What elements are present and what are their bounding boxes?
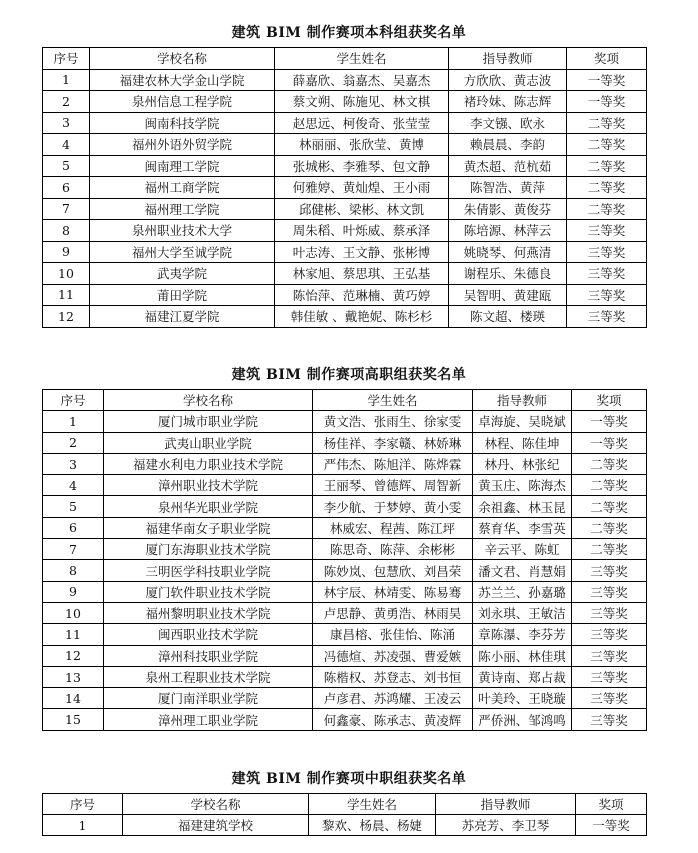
seq-cell: 13 xyxy=(43,666,104,687)
students-cell: 卢思静、黄勇浩、林雨昊 xyxy=(313,602,473,623)
table-row xyxy=(43,69,647,91)
award-cell: 二等奖 xyxy=(572,539,647,560)
award-cell: 三等奖 xyxy=(567,284,647,306)
award-table-secondary xyxy=(42,793,647,836)
award-cell: 二等奖 xyxy=(567,112,647,134)
school-cell: 福建江夏学院 xyxy=(90,306,275,328)
school-cell: 武夷山职业学院 xyxy=(104,432,313,453)
school-cell: 漳州职业技术学院 xyxy=(104,475,313,496)
award-cell: 三等奖 xyxy=(567,306,647,328)
students-cell: 康昌榕、张佳怡、陈涌 xyxy=(313,624,473,645)
students-cell: 陈楷权、苏登志、刘书恒 xyxy=(313,666,473,687)
award-cell: 三等奖 xyxy=(572,645,647,666)
award-cell: 一等奖 xyxy=(572,411,647,432)
advisors-cell: 李文镪、欧永 xyxy=(449,112,567,134)
advisors-cell: 黄玉庄、陈海杰 xyxy=(473,475,572,496)
header-school: 学校名称 xyxy=(104,390,313,411)
students-cell: 林威宏、程茜、陈江坪 xyxy=(313,517,473,538)
seq-cell: 4 xyxy=(43,475,104,496)
seq-cell: 5 xyxy=(43,155,90,177)
header-school: 学校名称 xyxy=(123,794,309,815)
seq-cell: 11 xyxy=(43,624,104,645)
school-cell: 泉州信息工程学院 xyxy=(90,91,275,113)
table-row xyxy=(43,517,647,538)
students-cell: 韩佳敏 、戴艳妮、陈杉杉 xyxy=(275,306,449,328)
seq-cell: 11 xyxy=(43,284,90,306)
school-cell: 福建建筑学校 xyxy=(123,815,309,836)
advisors-cell: 林丹、林张纪 xyxy=(473,453,572,474)
award-cell: 三等奖 xyxy=(572,709,647,730)
students-cell: 赵思远、柯俊奇、张莹莹 xyxy=(275,112,449,134)
table-row xyxy=(43,263,647,285)
award-cell: 二等奖 xyxy=(567,198,647,220)
section-title-vocational: 建筑 BIM 制作赛项高职组获奖名单 xyxy=(231,367,467,383)
header-award: 奖项 xyxy=(576,794,647,815)
students-cell: 黄文浩、张雨生、徐家雯 xyxy=(313,411,473,432)
seq-cell: 5 xyxy=(43,496,104,517)
award-cell: 三等奖 xyxy=(567,263,647,285)
header-seq: 序号 xyxy=(43,794,123,815)
students-cell: 陈妙岚、包慧欣、刘昌荣 xyxy=(313,560,473,581)
seq-cell: 12 xyxy=(43,645,104,666)
table-row xyxy=(43,666,647,687)
advisors-cell: 方欣欣、黄志波 xyxy=(449,69,567,91)
school-cell: 漳州理工职业学院 xyxy=(104,709,313,730)
school-cell: 泉州工程职业技术学院 xyxy=(104,666,313,687)
table-row xyxy=(43,284,647,306)
seq-cell: 14 xyxy=(43,688,104,709)
seq-cell: 1 xyxy=(43,815,123,836)
table-row xyxy=(43,539,647,560)
advisors-cell: 余祖鑫、林玉昆 xyxy=(473,496,572,517)
school-cell: 福州大学至诚学院 xyxy=(90,241,275,263)
school-cell: 福州外语外贸学院 xyxy=(90,134,275,156)
award-cell: 二等奖 xyxy=(567,155,647,177)
table-header-row xyxy=(43,48,647,70)
advisors-cell: 黄杰超、范杭茹 xyxy=(449,155,567,177)
table-row xyxy=(43,496,647,517)
advisors-cell: 陈文超、楼瑛 xyxy=(449,306,567,328)
seq-cell: 7 xyxy=(43,198,90,220)
seq-cell: 15 xyxy=(43,709,104,730)
header-award: 奖项 xyxy=(567,48,647,70)
advisors-cell: 潘文君、肖慧娟 xyxy=(473,560,572,581)
school-cell: 福州工商学院 xyxy=(90,177,275,199)
students-cell: 叶志涛、王文静、张彬博 xyxy=(275,241,449,263)
students-cell: 何雅婷、黄灿煌、王小雨 xyxy=(275,177,449,199)
advisors-cell: 辛云平、陈虹 xyxy=(473,539,572,560)
students-cell: 张城彬、李雅琴、包文静 xyxy=(275,155,449,177)
award-cell: 二等奖 xyxy=(567,177,647,199)
seq-cell: 12 xyxy=(43,306,90,328)
award-cell: 一等奖 xyxy=(567,91,647,113)
school-cell: 厦门东海职业技术学院 xyxy=(104,539,313,560)
table-row xyxy=(43,177,647,199)
school-cell: 厦门软件职业技术学院 xyxy=(104,581,313,602)
section-title-secondary: 建筑 BIM 制作赛项中职组获奖名单 xyxy=(231,771,467,787)
header-seq: 序号 xyxy=(43,48,90,70)
students-cell: 陈思奇、陈萍、余彬彬 xyxy=(313,539,473,560)
table-row xyxy=(43,624,647,645)
advisors-cell: 谢程乐、朱德良 xyxy=(449,263,567,285)
seq-cell: 2 xyxy=(43,91,90,113)
header-school: 学校名称 xyxy=(90,48,275,70)
school-cell: 闽西职业技术学院 xyxy=(104,624,313,645)
students-cell: 王丽琴、曾德辉、周智新 xyxy=(313,475,473,496)
seq-cell: 7 xyxy=(43,539,104,560)
advisors-cell: 陈小丽、林佳琪 xyxy=(473,645,572,666)
advisors-cell: 陈培源、林萍云 xyxy=(449,220,567,242)
advisors-cell: 章陈瀑、李芬芳 xyxy=(473,624,572,645)
advisors-cell: 苏兰兰、孙嘉璐 xyxy=(473,581,572,602)
students-cell: 邱健彬、梁彬、林文凯 xyxy=(275,198,449,220)
students-cell: 薛嘉欣、翁嘉杰、吴嘉杰 xyxy=(275,69,449,91)
school-cell: 泉州职业技术大学 xyxy=(90,220,275,242)
table-row xyxy=(43,432,647,453)
seq-cell: 1 xyxy=(43,69,90,91)
seq-cell: 10 xyxy=(43,602,104,623)
award-cell: 二等奖 xyxy=(572,517,647,538)
header-advisors: 指导教师 xyxy=(473,390,572,411)
award-cell: 二等奖 xyxy=(572,453,647,474)
award-cell: 三等奖 xyxy=(572,666,647,687)
table-row xyxy=(43,241,647,263)
seq-cell: 10 xyxy=(43,263,90,285)
table-row xyxy=(43,709,647,730)
award-table-vocational xyxy=(42,389,647,731)
header-students: 学生姓名 xyxy=(309,794,436,815)
table-row xyxy=(43,815,647,836)
students-cell: 黎欢、杨晨、杨婕 xyxy=(309,815,436,836)
award-cell: 三等奖 xyxy=(572,688,647,709)
seq-cell: 2 xyxy=(43,432,104,453)
table-row xyxy=(43,560,647,581)
header-students: 学生姓名 xyxy=(313,390,473,411)
table-row xyxy=(43,220,647,242)
award-table-undergraduate xyxy=(42,47,647,328)
advisors-cell: 蔡育华、李雪英 xyxy=(473,517,572,538)
school-cell: 泉州华光职业学院 xyxy=(104,496,313,517)
students-cell: 严伟杰、陈旭洋、陈烨霖 xyxy=(313,453,473,474)
advisors-cell: 叶美玲、王晓璇 xyxy=(473,688,572,709)
students-cell: 蔡文朔、陈施见、林文棋 xyxy=(275,91,449,113)
advisors-cell: 卓海旋、吴晓斌 xyxy=(473,411,572,432)
table-row xyxy=(43,581,647,602)
school-cell: 厦门城市职业学院 xyxy=(104,411,313,432)
award-cell: 三等奖 xyxy=(567,220,647,242)
award-cell: 一等奖 xyxy=(567,69,647,91)
table-header-row xyxy=(43,390,647,411)
header-seq: 序号 xyxy=(43,390,104,411)
award-cell: 三等奖 xyxy=(572,602,647,623)
section-title-undergraduate: 建筑 BIM 制作赛项本科组获奖名单 xyxy=(231,25,467,41)
seq-cell: 6 xyxy=(43,517,104,538)
school-cell: 福州理工学院 xyxy=(90,198,275,220)
table-row xyxy=(43,198,647,220)
table-row xyxy=(43,453,647,474)
award-cell: 三等奖 xyxy=(572,624,647,645)
table-row xyxy=(43,411,647,432)
advisors-cell: 吴智明、黄建瓯 xyxy=(449,284,567,306)
award-cell: 二等奖 xyxy=(572,475,647,496)
students-cell: 冯德煊、苏凌强、曹爱嫉 xyxy=(313,645,473,666)
students-cell: 何鑫豪、陈承志、黄凌辉 xyxy=(313,709,473,730)
advisors-cell: 严侨洲、邹鸿鸣 xyxy=(473,709,572,730)
seq-cell: 4 xyxy=(43,134,90,156)
table-header-row xyxy=(43,794,647,815)
table-row xyxy=(43,112,647,134)
advisors-cell: 苏亮芳、李卫琴 xyxy=(436,815,576,836)
advisors-cell: 姚晓琴、何燕清 xyxy=(449,241,567,263)
school-cell: 闽南理工学院 xyxy=(90,155,275,177)
school-cell: 莆田学院 xyxy=(90,284,275,306)
award-cell: 一等奖 xyxy=(572,432,647,453)
school-cell: 福建水利电力职业技术学院 xyxy=(104,453,313,474)
school-cell: 福建农林大学金山学院 xyxy=(90,69,275,91)
students-cell: 卢彦君、苏鸿耀、王凌云 xyxy=(313,688,473,709)
seq-cell: 3 xyxy=(43,453,104,474)
school-cell: 三明医学科技职业学院 xyxy=(104,560,313,581)
advisors-cell: 刘永琪、王敏洁 xyxy=(473,602,572,623)
seq-cell: 3 xyxy=(43,112,90,134)
award-cell: 三等奖 xyxy=(567,241,647,263)
students-cell: 陈怡萍、范琳楠、黄巧婷 xyxy=(275,284,449,306)
advisors-cell: 林程、陈佳坤 xyxy=(473,432,572,453)
seq-cell: 8 xyxy=(43,560,104,581)
seq-cell: 1 xyxy=(43,411,104,432)
table-row xyxy=(43,91,647,113)
students-cell: 林宇辰、林靖雯、陈易骞 xyxy=(313,581,473,602)
table-row xyxy=(43,475,647,496)
advisors-cell: 陈智浩、黄萍 xyxy=(449,177,567,199)
school-cell: 漳州科技职业学院 xyxy=(104,645,313,666)
table-row xyxy=(43,645,647,666)
table-row xyxy=(43,602,647,623)
school-cell: 闽南科技学院 xyxy=(90,112,275,134)
header-advisors: 指导教师 xyxy=(449,48,567,70)
students-cell: 林丽丽、张欣莹、黄博 xyxy=(275,134,449,156)
award-cell: 一等奖 xyxy=(576,815,647,836)
table-row xyxy=(43,155,647,177)
students-cell: 杨佳祥、李家赣、林娇琳 xyxy=(313,432,473,453)
award-cell: 三等奖 xyxy=(572,560,647,581)
seq-cell: 9 xyxy=(43,581,104,602)
students-cell: 周朱稻、叶烁威、蔡承泽 xyxy=(275,220,449,242)
award-cell: 二等奖 xyxy=(567,134,647,156)
school-cell: 厦门南洋职业学院 xyxy=(104,688,313,709)
school-cell: 福建华南女子职业学院 xyxy=(104,517,313,538)
table-row xyxy=(43,688,647,709)
header-award: 奖项 xyxy=(572,390,647,411)
header-advisors: 指导教师 xyxy=(436,794,576,815)
advisors-cell: 黄诗南、郑占裁 xyxy=(473,666,572,687)
table-row xyxy=(43,306,647,328)
seq-cell: 9 xyxy=(43,241,90,263)
students-cell: 林家旭、蔡思琪、王弘基 xyxy=(275,263,449,285)
award-cell: 三等奖 xyxy=(572,581,647,602)
students-cell: 李少航、于梦婷、黄小雯 xyxy=(313,496,473,517)
advisors-cell: 朱倩影、黄俊芬 xyxy=(449,198,567,220)
advisors-cell: 赖晨晨、李韵 xyxy=(449,134,567,156)
seq-cell: 6 xyxy=(43,177,90,199)
seq-cell: 8 xyxy=(43,220,90,242)
header-students: 学生姓名 xyxy=(275,48,449,70)
school-cell: 武夷学院 xyxy=(90,263,275,285)
table-row xyxy=(43,134,647,156)
advisors-cell: 褚玲妹、陈志辉 xyxy=(449,91,567,113)
school-cell: 福州黎明职业技术学院 xyxy=(104,602,313,623)
award-cell: 二等奖 xyxy=(572,496,647,517)
